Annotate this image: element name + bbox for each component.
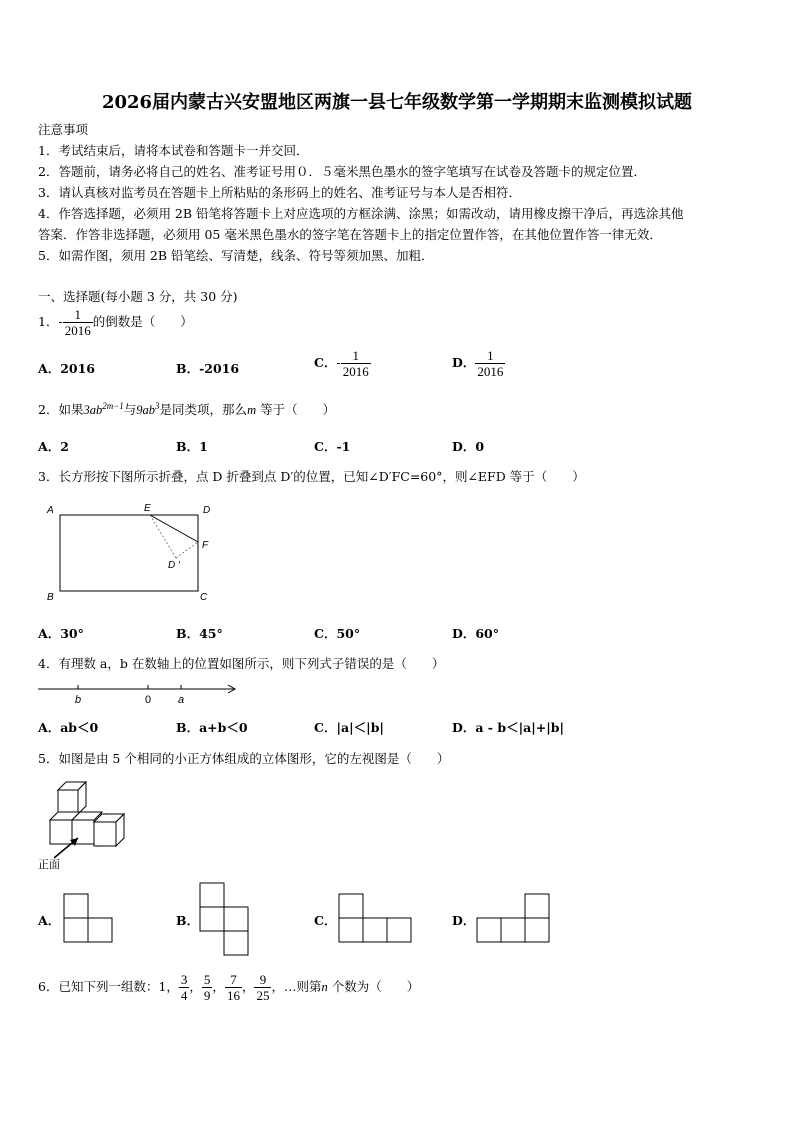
notice-heading: 注意事项	[38, 122, 89, 137]
option-d[interactable]: D． $\frac{1}{2016}$	[452, 348, 504, 379]
option-b[interactable]: B．-2016	[176, 361, 240, 376]
label-d: D	[203, 505, 211, 516]
notice-item: 2．答题前，请务必将自己的姓名、准考证号用０．５毫米黑色墨水的签字笔填写在试卷及答题卡的规定位置．	[38, 164, 646, 179]
axis-label-a: a	[178, 694, 185, 706]
label-f: F	[202, 540, 209, 551]
question-6: 6．已知下列一组数：1， $\frac{3}{4}$ ， $\frac{5}{9}$ ， $\frac{7}{16}$ ， $\frac{9}{25}$ ，…则第n 个数为（ ）	[38, 972, 420, 1003]
label-b: B	[47, 592, 54, 603]
option-a[interactable]: A．ab＜0	[38, 720, 99, 735]
option-a[interactable]: A．2016	[38, 361, 95, 376]
option-b[interactable]: B．1	[176, 439, 208, 454]
number-line	[36, 678, 246, 708]
fraction: $\frac{1}{2016}$	[64, 307, 91, 338]
label-d-prime: D ′	[168, 560, 180, 571]
notice-item: 4．作答选择题，必须用 2B 铅笔将答题卡上对应选项的方框涂满、涂黑；如需改动，请用橡皮擦干净后，再选涂其他	[38, 206, 684, 221]
cube-stack-figure	[38, 776, 128, 876]
notice-item: 3．请认真核对监考员在答题卡上所粘贴的条形码上的姓名、准考证号与本人是否相符．	[38, 185, 521, 200]
label-e: E	[144, 503, 151, 514]
option-a[interactable]: A．	[38, 913, 61, 928]
option-d[interactable]: D．a - b＜|a|+|b|	[452, 720, 565, 735]
option-c[interactable]: C．	[314, 913, 337, 928]
option-b[interactable]: B．a+b＜0	[176, 720, 248, 735]
section-heading: 一、选择题(每小题 3 分，共 30 分)	[38, 289, 238, 304]
option-b-figure	[199, 882, 249, 956]
option-a[interactable]: A．30°	[38, 626, 84, 641]
question-3: 3．长方形按下图所示折叠，点 D 折叠到点 D′的位置，已知∠D′FC=60°，则∠EFD 等于（ ）	[38, 469, 585, 484]
label-a: A	[47, 505, 54, 516]
fraction: $\frac{5}{9}$	[203, 972, 211, 1003]
option-a-figure	[63, 892, 113, 944]
option-d[interactable]: D．60°	[452, 626, 499, 641]
option-d-figure	[476, 892, 550, 944]
option-c[interactable]: C．50°	[314, 626, 361, 641]
option-b[interactable]: B．45°	[176, 626, 223, 641]
question-4: 4．有理数 a，b 在数轴上的位置如图所示，则下列式子错误的是（ ）	[38, 656, 445, 671]
fraction: $\frac{3}{4}$	[180, 972, 188, 1003]
notice-item: 1．考试结束后，请将本试卷和答题卡一并交回．	[38, 143, 309, 158]
option-c-figure	[338, 892, 412, 944]
page-title: 2026届内蒙古兴安盟地区两旗一县七年级数学第一学期期末监测模拟试题	[101, 92, 693, 113]
fraction: $\frac{7}{16}$	[226, 972, 240, 1003]
option-b[interactable]: B．	[176, 913, 200, 928]
option-a[interactable]: A．2	[38, 439, 69, 454]
question-1: 1．- $\frac{1}{2016}$ 的倒数是（ ）	[38, 307, 193, 338]
option-c[interactable]: C．|a|＜|b|	[314, 720, 384, 735]
fold-rectangle-figure	[44, 500, 224, 606]
fraction: $\frac{9}{25}$	[256, 972, 270, 1003]
notice-item: 5．如需作图，须用 2B 铅笔绘、写清楚，线条、符号等须加黑、加粗．	[38, 248, 434, 263]
question-5: 5．如图是由 5 个相同的小正方体组成的立体图形，它的左视图是（ ）	[38, 751, 450, 766]
label-c: C	[200, 592, 208, 603]
axis-label-zero: 0	[145, 694, 152, 706]
axis-label-b: b	[75, 694, 82, 706]
option-c[interactable]: C．- $\frac{1}{2016}$	[314, 348, 369, 379]
front-label: 正面	[38, 859, 60, 871]
option-d[interactable]: D．0	[452, 439, 485, 454]
option-c[interactable]: C．-1	[314, 439, 351, 454]
question-2: 2．如果$3ab^{2m-1}$与$9ab^3$是同类项，那么m 等于（ ）	[38, 400, 336, 417]
option-d[interactable]: D．	[452, 913, 476, 928]
notice-item: 答案．作答非选择题，必须用 05 毫米黑色墨水的签字笔在答题卡上的指定位置作答，在其他位置作答一律无效．	[38, 227, 662, 242]
